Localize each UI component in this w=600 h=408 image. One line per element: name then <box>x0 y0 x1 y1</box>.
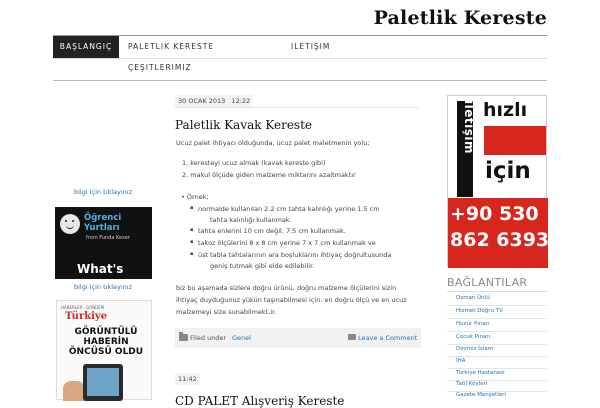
post-title[interactable]: Paletlik Kavak Kereste <box>175 118 313 132</box>
blogroll-link[interactable]: Türkiye Hastanesi <box>456 370 505 376</box>
blogroll-divider <box>447 331 547 332</box>
ad-student-title: Öğrenci Yurtları <box>84 213 122 233</box>
blogroll-link[interactable]: Gazete Manşetleri <box>456 392 506 398</box>
folder-icon <box>179 334 188 341</box>
sub-list-item: ▪ üst tabla tahtalarının ara boşluklarını ihtiyaç doğrultusunda <box>198 251 391 259</box>
post-time: 12:22 <box>231 97 251 105</box>
blogroll-rule <box>447 291 547 292</box>
post-date: 30 OCAK 2013 12:22 <box>175 95 253 107</box>
post-paragraph: malzemeyi size sunabilmekt.ir. <box>176 308 277 316</box>
ad-icin: için <box>485 158 531 184</box>
ad-hizli: hızlı <box>483 99 528 121</box>
ad-red-bar <box>484 126 546 155</box>
nav-item-types[interactable]: ÇEŞITLERIMIZ <box>128 63 192 72</box>
post-footer <box>175 328 421 348</box>
ad-student-bottom: What's <box>77 262 124 276</box>
post-paragraph: ihtiyaç duyduğunuz yükün taşınabilmesi için. en doğru ölçü ve en ucuz <box>176 296 407 304</box>
post-intro: Ucuz palet ihtiyacı olduğunda, ucuz palet maletmenin yolu; <box>176 139 370 147</box>
blogroll-link[interactable]: Tatil Köyleri <box>456 381 488 387</box>
newspaper-masthead: HABERLER · GÜNDEM <box>61 305 105 310</box>
contact-ad[interactable] <box>447 95 550 267</box>
nav-top-rule <box>53 35 547 36</box>
site-title[interactable]: Paletlik Kereste <box>373 7 547 29</box>
ad-phone-line-2: 862 6393 <box>450 229 550 251</box>
blogroll-title: BAĞLANTILAR <box>447 276 528 289</box>
nav-item-home[interactable]: BAŞLANGIÇ <box>53 36 119 58</box>
ad-phone-line-1: +90 530 <box>450 203 539 225</box>
blogroll-divider <box>447 368 547 369</box>
post-paragraph: biz bu aşamada sizlere doğru ürünü, doğru malzeme ölçülerini sizin <box>176 284 397 292</box>
nav-mid-rule <box>53 58 547 59</box>
phone-image <box>83 364 123 401</box>
list-item: 2. makul ölçüde giden malzeme miktarını azaltmaktır <box>182 171 356 179</box>
post-date-rule <box>175 107 418 108</box>
blogroll-link[interactable]: Dinimiz İslam <box>456 346 494 352</box>
nav-item-contact[interactable]: ILETIŞIM <box>291 42 331 51</box>
sub-list-item: ▪ tahta enlerini 10 cm değil. 7.5 cm kullanmak. <box>198 227 346 235</box>
example-label: • Örnek; <box>181 193 209 201</box>
blogroll-link[interactable]: İHA <box>456 358 466 364</box>
sub-list-item: ▪ normalde kullanılan 2.2 cm tahta kalınlığı yerine 1.5 cm <box>198 205 380 213</box>
sub-list-item-cont: geniş tutmak gibi elde edilebilir. <box>210 262 315 270</box>
newspaper-logo: Türkiye <box>65 311 108 322</box>
ad-student-sub: from Funda Keser <box>86 235 130 241</box>
newspaper-headline: GÖRÜNTÜLÜ HABERİN ÖNCÜSÜ OLDU <box>68 327 144 357</box>
sidebar-info-link[interactable]: bilgi için tıklayınız <box>73 188 132 196</box>
nav-item-products[interactable]: PALETLIK KERESTE <box>128 42 215 51</box>
sidebar-info-link-2[interactable]: bilgi için tıklayınız <box>73 283 132 291</box>
filed-under-label: Filed under <box>190 334 227 342</box>
blogroll-link[interactable]: Osman Ünlü <box>456 295 490 301</box>
student-dorm-ad[interactable] <box>55 207 152 279</box>
hand-image <box>63 381 85 401</box>
ad-vertical-block <box>457 100 476 197</box>
blogroll-divider <box>447 318 547 319</box>
blogroll-link[interactable]: Huzur Pınarı <box>456 321 490 327</box>
nav-bottom-rule <box>53 80 547 81</box>
leave-comment-link[interactable]: Leave a Comment <box>358 334 418 342</box>
smiley-icon <box>60 214 80 234</box>
blogroll-link[interactable]: Çocuk Pınarı <box>456 334 491 340</box>
sub-list-item: ▪ takoz ölçülerini 8 x 8 cm yerine 7 x 7 cm kullanmak ve <box>198 239 376 247</box>
comment-icon <box>348 334 356 340</box>
blogroll-divider <box>447 356 547 357</box>
ad-vertical-text: iletişim <box>462 100 476 154</box>
post2-title[interactable]: CD PALET Alışveriş Kereste <box>175 394 345 408</box>
sub-list-item-cont: tahta kalınlığı kullanmak. <box>210 216 292 224</box>
category-link[interactable]: Genel <box>232 334 251 342</box>
list-item: 1. keresteyi ucuz almak (kavak kereste gibi) <box>182 159 326 167</box>
blogroll-divider <box>447 344 547 345</box>
blogroll-link[interactable]: Hizmet Doğru TV <box>456 308 503 314</box>
blogroll-divider <box>447 305 547 306</box>
post2-time: 11:42 <box>175 373 200 385</box>
newspaper-ad[interactable] <box>56 300 152 400</box>
